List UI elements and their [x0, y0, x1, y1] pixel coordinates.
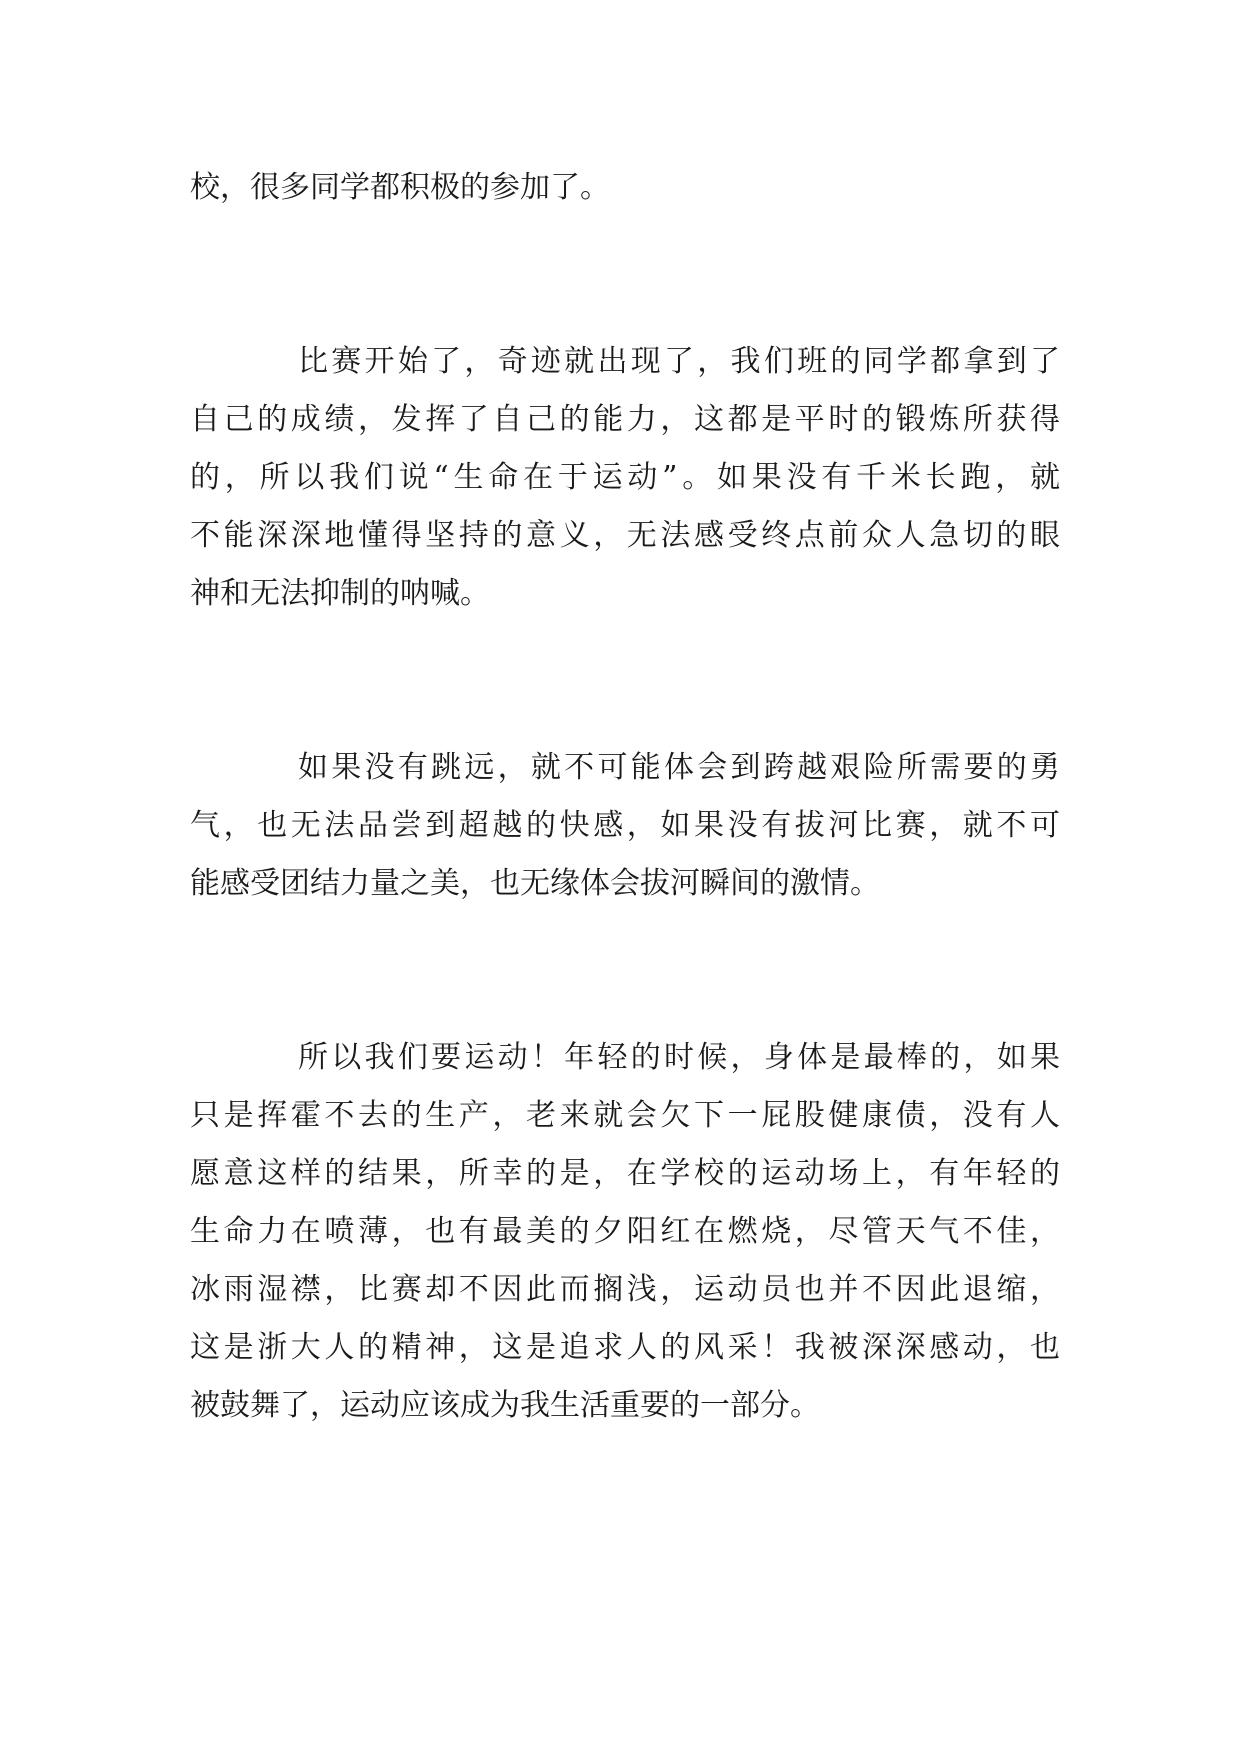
paragraph-line: 神和无法抑制的呐喊。	[190, 576, 490, 611]
paragraph-line: 冰雨湿襟，比赛却不因此而搁浅，运动员也并不因此退缩，	[190, 1272, 1060, 1307]
paragraph-line: 不能深深地懂得坚持的意义，无法感受终点前众人急切的眼	[190, 518, 1060, 553]
paragraph-line: 气，也无法品尝到超越的快感，如果没有拔河比赛，就不可	[190, 808, 1060, 843]
paragraph-line: 愿意这样的结果，所幸的是，在学校的运动场上，有年轻的	[190, 1156, 1060, 1191]
paragraph-line: 如果没有跳远，就不可能体会到跨越艰险所需要的勇	[298, 750, 1060, 785]
paragraph-line: 的，所以我们说“生命在于运动”。如果没有千米长跑，就	[190, 460, 1060, 495]
paragraph-line: 自己的成绩，发挥了自己的能力，这都是平时的锻炼所获得	[190, 402, 1060, 437]
paragraph-line: 被鼓舞了，运动应该成为我生活重要的一部分。	[190, 1388, 820, 1423]
paragraph-line: 能感受团结力量之美，也无缘体会拔河瞬间的激情。	[190, 866, 880, 901]
paragraph-line: 这是浙大人的精神，这是追求人的风采！我被深深感动，也	[190, 1330, 1060, 1365]
paragraph-line: 校，很多同学都积极的参加了。	[190, 170, 610, 205]
paragraph-line: 生命力在喷薄，也有最美的夕阳红在燃烧，尽管天气不佳，	[190, 1214, 1060, 1249]
paragraph-line: 只是挥霍不去的生产，老来就会欠下一屁股健康债，没有人	[190, 1098, 1060, 1133]
paragraph-line: 所以我们要运动！年轻的时候，身体是最棒的，如果	[298, 1040, 1060, 1075]
paragraph-line: 比赛开始了，奇迹就出现了，我们班的同学都拿到了	[298, 344, 1060, 379]
